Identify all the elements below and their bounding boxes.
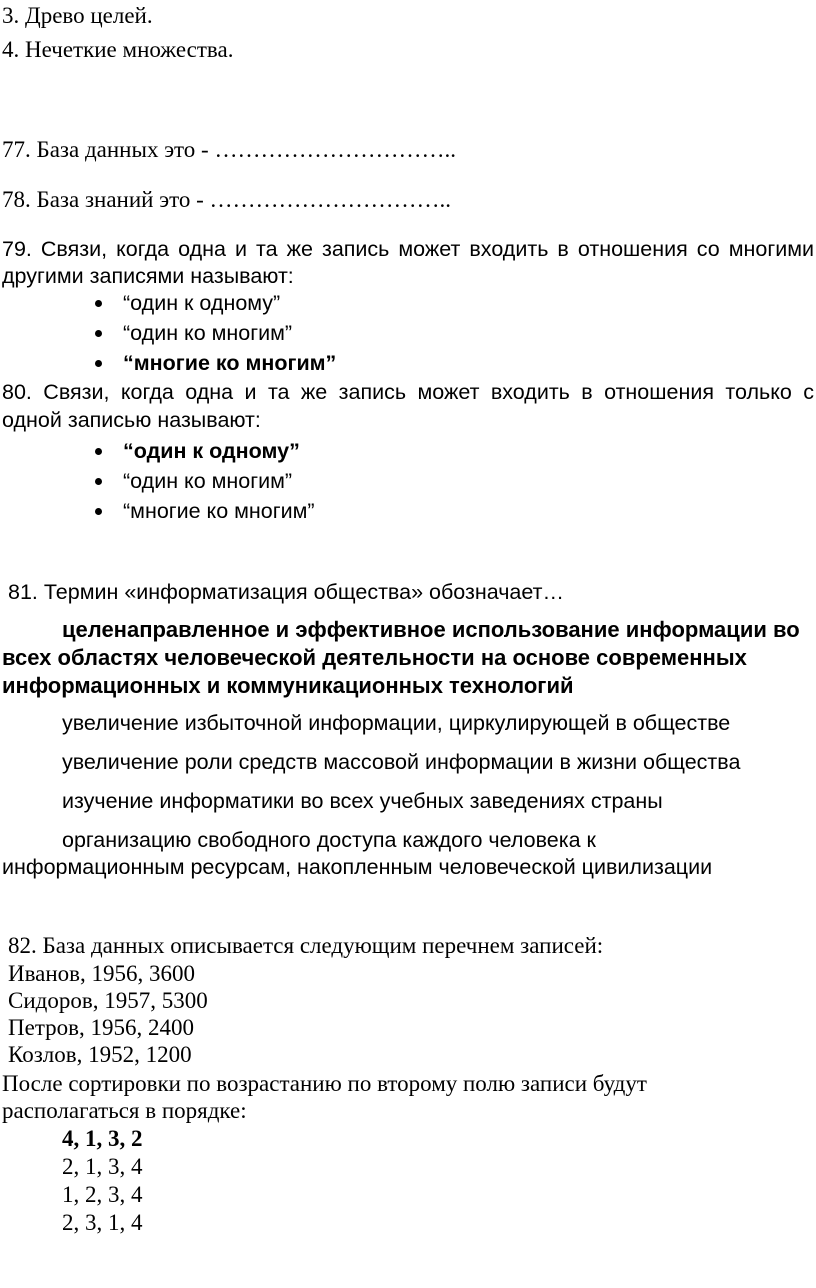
question-81-correct-line2: всех областях человеческой деятельности на основе современных	[2, 645, 747, 670]
option-item-correct: “один к одному”	[95, 436, 315, 466]
question-81-option-4: изучение информатики во всех учебных заведениях страны	[62, 789, 663, 813]
question-79-line2: другими записями называют:	[2, 264, 294, 288]
option-item: “многие ко многим”	[95, 496, 315, 526]
record-row: Иванов, 1956, 3600	[8, 961, 196, 986]
question-81-option-5-line1: организацию свободного доступа каждого человека к	[62, 828, 596, 852]
record-row: Сидоров, 1957, 5300	[8, 988, 208, 1013]
question-81-option-2: увеличение избыточной информации, циркулирующей в обществе	[62, 711, 731, 735]
question-80-line2: одной записью называют:	[2, 408, 261, 432]
question-82-option: 2, 3, 1, 4	[62, 1210, 143, 1235]
option-item-correct: “многие ко многим”	[95, 348, 336, 378]
question-82-option: 1, 2, 3, 4	[62, 1182, 143, 1207]
question-80-line1: 80. Связи, когда одна и та же запись может входить в отношения только с	[2, 380, 814, 404]
question-81-option-3: увеличение роли средств массовой информации в жизни общества	[62, 750, 741, 774]
question-81-correct-line3: информационных и коммуникационных технологий	[2, 673, 574, 698]
record-row: Козлов, 1952, 1200	[8, 1042, 192, 1067]
prev-item-4: 4. Нечеткие множества.	[2, 37, 234, 62]
option-item: “один ко многим”	[95, 466, 315, 496]
question-79-options	[95, 288, 336, 378]
bullet-icon	[95, 508, 102, 515]
bullet-icon	[95, 360, 102, 367]
question-80-options	[95, 436, 315, 526]
question-82-option: 2, 1, 3, 4	[62, 1154, 143, 1179]
prev-item-3: 3. Древо целей.	[2, 3, 153, 28]
question-82: 82. База данных описывается следующим перечнем записей:	[8, 933, 604, 958]
question-78: 78. База знаний это - …………………………..	[2, 187, 452, 212]
bullet-icon	[95, 478, 102, 485]
bullet-icon	[95, 448, 102, 455]
question-82-prompt-line2: располагаться в порядке:	[2, 1098, 247, 1123]
bullet-icon	[95, 330, 102, 337]
question-81-option-5-line2: информационным ресурсам, накопленным человеческой цивилизации	[2, 855, 713, 879]
question-82-option-correct: 4, 1, 3, 2	[62, 1126, 143, 1151]
bullet-icon	[95, 300, 102, 307]
question-82-prompt-line1: После сортировки по возрастанию по второму полю записи будут	[2, 1071, 647, 1096]
option-item: “один ко многим”	[95, 318, 336, 348]
record-row: Петров, 1956, 2400	[8, 1015, 195, 1040]
question-79-line1: 79. Связи, когда одна и та же запись может входить в отношения со многими	[2, 237, 814, 261]
question-81: 81. Термин «информатизация общества» обозначает…	[8, 580, 564, 604]
option-item: “один к одному”	[95, 288, 336, 318]
question-77: 77. База данных это - …………………………..	[2, 137, 456, 162]
question-81-correct-line1: целенаправленное и эффективное использование информации во	[62, 617, 800, 642]
